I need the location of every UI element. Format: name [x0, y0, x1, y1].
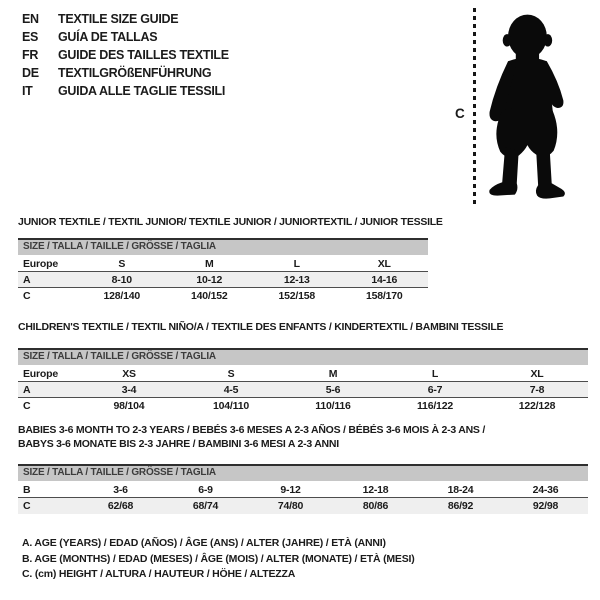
- size-cell: XL: [377, 257, 391, 270]
- lang-row-es: [22, 28, 229, 46]
- height-cell: 152/158: [278, 290, 316, 302]
- lang-row-de: [22, 64, 229, 82]
- months-cell: 9-12: [280, 483, 301, 496]
- months-cell: 24-36: [532, 483, 559, 496]
- lang-code-fr: FR: [22, 48, 39, 62]
- height-cell: 110/116: [315, 400, 351, 412]
- height-cell: 128/140: [103, 290, 141, 302]
- age-cell: 14-16: [371, 273, 398, 286]
- row-label: C: [23, 290, 31, 302]
- babies-table-title: [18, 423, 588, 451]
- note-height-cm: C. (cm) HEIGHT / ALTURA / HAUTEUR / HÖHE / ALTEZZA: [22, 568, 296, 580]
- height-measure-label: C: [455, 106, 465, 121]
- lang-row-it: [22, 82, 229, 100]
- months-cell: 3-6: [113, 483, 128, 496]
- size-cell: S: [227, 367, 235, 380]
- height-cell: 92/98: [532, 500, 559, 512]
- junior-europe-row: [18, 256, 428, 272]
- lang-title-it: GUIDA ALLE TAGLIE TESSILI: [58, 84, 226, 98]
- size-cell: L: [293, 257, 300, 270]
- babies-textile-table: [18, 423, 588, 514]
- size-cell: L: [431, 367, 439, 380]
- height-cell: 140/152: [190, 290, 228, 302]
- height-cell: 158/170: [365, 290, 403, 302]
- months-cell: 12-18: [362, 483, 389, 496]
- height-cell: 98/104: [113, 400, 145, 412]
- lang-code-it: IT: [22, 84, 33, 98]
- age-cell: 5-6: [325, 383, 341, 396]
- row-label: C: [23, 400, 31, 412]
- row-label: C: [23, 500, 31, 512]
- childrens-textile-table: [18, 320, 588, 414]
- row-label: Europe: [23, 367, 58, 380]
- row-label: A: [23, 273, 31, 286]
- height-cell: 116/122: [417, 400, 453, 412]
- size-cell: XL: [530, 367, 544, 380]
- age-cell: 8-10: [111, 273, 132, 286]
- lang-code-de: DE: [22, 66, 39, 80]
- baby-silhouette-image: [477, 7, 574, 207]
- note-age-years: A. AGE (YEARS) / EDAD (AÑOS) / ÂGE (ANS) / ALTER (JAHRE) / ETÀ (ANNI): [22, 537, 386, 549]
- size-cell: M: [204, 257, 214, 270]
- age-cell: 12-13: [283, 273, 310, 286]
- age-cell: 7-8: [529, 383, 545, 396]
- junior-age-row: [18, 272, 428, 288]
- lang-row-en: [22, 10, 229, 28]
- row-label: B: [23, 483, 31, 496]
- lang-code-es: ES: [22, 30, 39, 44]
- height-cell: 104/110: [213, 400, 249, 412]
- junior-height-row: [18, 288, 428, 304]
- babies-size-header-bar: SIZE / TALLA / TAILLE / GRÖSSE / TAGLIA: [18, 464, 588, 481]
- babies-table-title-line1: BABIES 3-6 MONTH TO 2-3 YEARS / BEBÉS 3-6 MESES A 2-3 AÑOS / BÉBÉS 3-6 MOIS À 2-3 ANS /: [18, 424, 486, 436]
- age-cell: 6-7: [427, 383, 443, 396]
- size-cell: M: [328, 367, 338, 380]
- note-age-months: B. AGE (MONTHS) / EDAD (MESES) / ÂGE (MOIS) / ALTER (MONATE) / ETÀ (MESI): [22, 552, 415, 565]
- size-cell: XS: [122, 367, 136, 380]
- months-cell: 6-9: [198, 483, 213, 496]
- row-label: Europe: [23, 257, 58, 270]
- language-title-block: [22, 10, 229, 100]
- height-cell: 62/68: [107, 500, 134, 512]
- lang-title-es: GUÍA DE TALLAS: [58, 30, 158, 44]
- babies-months-row: [18, 482, 588, 498]
- legend-notes: [22, 536, 415, 583]
- childrens-europe-row: [18, 366, 588, 382]
- lang-row-fr: [22, 46, 229, 64]
- lang-title-en: TEXTILE SIZE GUIDE: [58, 12, 179, 26]
- junior-table-title: JUNIOR TEXTILE / TEXTIL JUNIOR/ TEXTILE JUNIOR / JUNIORTEXTIL / JUNIOR TESSILE: [18, 216, 443, 228]
- height-cell: 68/74: [192, 500, 219, 512]
- size-cell: S: [118, 257, 126, 270]
- months-cell: 18-24: [447, 483, 474, 496]
- junior-textile-table: [18, 215, 443, 304]
- childrens-table-title: CHILDREN'S TEXTILE / TEXTIL NIÑO/A / TEXTILE DES ENFANTS / KINDERTEXTIL / BAMBINI TESSILE: [18, 321, 504, 333]
- height-cell: 122/128: [518, 400, 556, 412]
- junior-size-header-bar: SIZE / TALLA / TAILLE / GRÖSSE / TAGLIA: [18, 238, 428, 255]
- height-measure-dashed-line: [473, 8, 476, 206]
- childrens-size-header-bar: SIZE / TALLA / TAILLE / GRÖSSE / TAGLIA: [18, 348, 588, 365]
- age-cell: 10-12: [196, 273, 223, 286]
- lang-title-de: TEXTILGRÖßENFÜHRUNG: [58, 66, 212, 80]
- babies-table-title-line2: BABYS 3-6 MONATE BIS 2-3 JAHRE / BAMBINI 3-6 MESI A 2-3 ANNI: [18, 438, 339, 450]
- childrens-age-row: [18, 382, 588, 398]
- childrens-height-row: [18, 398, 588, 414]
- height-cell: 86/92: [447, 500, 474, 512]
- age-cell: 4-5: [223, 383, 239, 396]
- row-label: A: [23, 383, 31, 396]
- height-cell: 74/80: [277, 500, 304, 512]
- lang-title-fr: GUIDE DES TAILLES TEXTILE: [58, 48, 229, 62]
- height-cell: 80/86: [362, 500, 389, 512]
- lang-code-en: EN: [22, 12, 39, 26]
- babies-height-row: [18, 498, 588, 514]
- age-cell: 3-4: [121, 383, 137, 396]
